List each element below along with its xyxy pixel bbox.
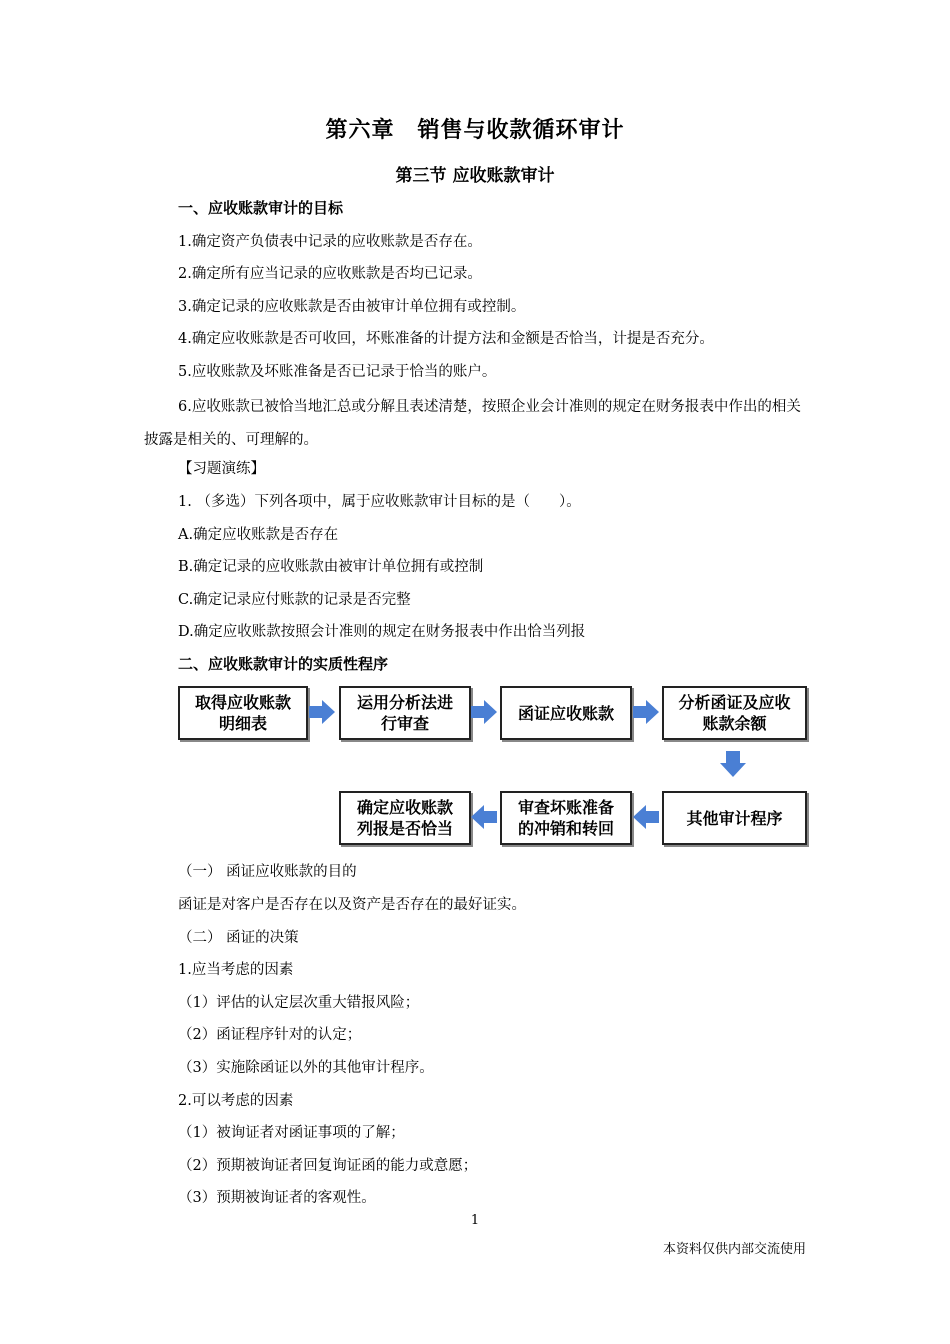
flow-step-5	[662, 791, 807, 845]
objectives-heading: 一、应收账款审计的目标	[178, 199, 344, 217]
flow-step-text: 确定应收账款	[356, 798, 453, 817]
objective-item: 1.确定资产负债表中记录的应收账款是否存在。	[178, 234, 482, 250]
flow-step-text: 分析函证及应收	[678, 693, 791, 712]
exercise-question: 1. （多选）下列各项中，属于应收账款审计目标的是（ ）。	[178, 494, 581, 510]
flow-step-text: 审查坏账准备	[517, 798, 614, 817]
flow-step-3	[500, 686, 632, 740]
footer-note: 本资料仅供内部交流使用	[662, 1242, 806, 1257]
arrow-right-icon	[631, 699, 661, 725]
flow-step-text: 的冲销和转回	[517, 819, 614, 838]
flow-step-text: 列报是否恰当	[356, 819, 453, 838]
factor-item: （2）函证程序针对的认定；	[178, 1027, 362, 1043]
exercise-option-d: D.确定应收账款按照会计准则的规定在财务报表中作出恰当列报	[178, 624, 586, 640]
exercise-option-a: A.确定应收账款是否存在	[178, 527, 339, 543]
factor-group-title: 2.可以考虑的因素	[178, 1093, 294, 1109]
factor-item: （2）预期被询证者回复询证函的能力或意愿；	[178, 1158, 478, 1174]
confirm-purpose-heading: （一） 函证应收账款的目的	[178, 864, 357, 880]
arrow-left-icon	[469, 804, 499, 830]
flow-step-7	[339, 791, 471, 845]
arrow-down-icon	[719, 749, 747, 779]
objective-item: 2.确定所有应当记录的应收账款是否均已记录。	[178, 266, 482, 282]
exercise-label: 【习题演练】	[178, 461, 265, 477]
exercise-option-b: B.确定记录的应收账款由被审计单位拥有或控制	[178, 559, 484, 575]
arrow-right-icon	[307, 699, 337, 725]
factor-item: （3）预期被询证者的客观性。	[178, 1190, 376, 1206]
factor-item: （3）实施除函证以外的其他审计程序。	[178, 1060, 434, 1076]
flow-step-2	[339, 686, 471, 740]
flow-step-6	[500, 791, 632, 845]
flow-step-text: 行审查	[380, 714, 429, 733]
section-title: 第三节 应收账款审计	[395, 166, 555, 186]
objective-item: 4.确定应收账款是否可收回，坏账准备的计提方法和金额是否恰当，计提是否充分。	[178, 331, 714, 347]
factor-item: （1）被询证者对函证事项的了解；	[178, 1125, 405, 1141]
flow-step-text: 其他审计程序	[686, 808, 783, 828]
flow-step-text: 函证应收账款	[517, 703, 614, 723]
flow-step-text: 取得应收账款	[194, 693, 291, 712]
factor-item: （1）评估的认定层次重大错报风险；	[178, 995, 420, 1011]
confirm-purpose-text: 函证是对客户是否存在以及资产是否存在的最好证实。	[178, 897, 526, 913]
objective-item: 3.确定记录的应收账款是否由被审计单位拥有或控制。	[178, 299, 526, 315]
procedures-heading: 二、应收账款审计的实质性程序	[178, 655, 389, 673]
factor-group-title: 1.应当考虑的因素	[178, 962, 294, 978]
flow-step-1	[178, 686, 308, 740]
chapter-title: 第六章 销售与收款循环审计	[325, 118, 625, 143]
flow-step-text: 明细表	[218, 714, 267, 733]
exercise-option-c: C.确定记录应付账款的记录是否完整	[178, 592, 411, 608]
objective-item: 5.应收账款及坏账准备是否已记录于恰当的账户。	[178, 364, 497, 380]
confirm-decision-heading: （二） 函证的决策	[178, 930, 299, 946]
flow-step-text: 运用分析法进	[356, 693, 453, 712]
objective-item: 6.应收账款已被恰当地汇总或分解且表述清楚，按照企业会计准则的规定在财务报表中作出的相关披露是相关的、可理解的。	[144, 399, 801, 448]
flow-step-text: 账款余额	[702, 714, 767, 733]
flow-step-4	[662, 686, 807, 740]
page-number: 1	[470, 1213, 480, 1228]
arrow-left-icon	[631, 804, 661, 830]
arrow-right-icon	[469, 699, 499, 725]
